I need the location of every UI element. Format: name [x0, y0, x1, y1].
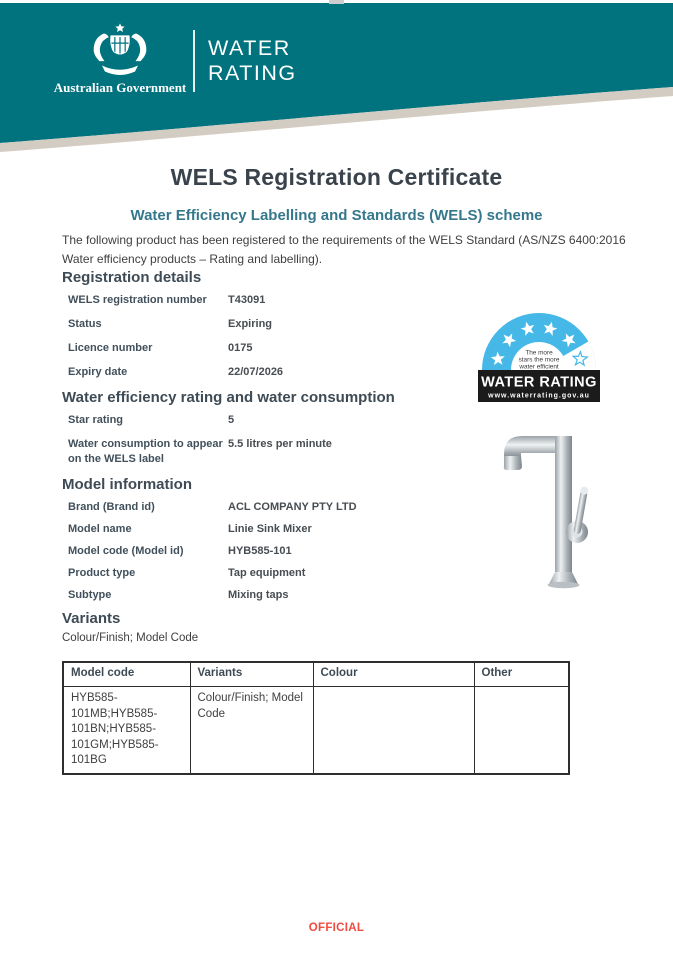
heading-variants: Variants: [62, 610, 121, 627]
variants-table: [62, 661, 570, 775]
row-label: WELS registration number: [68, 294, 207, 306]
col-header-other: Other: [474, 662, 569, 687]
col-header-colour: Colour: [313, 662, 474, 687]
cell-colour: [313, 687, 474, 774]
row-label: Brand (Brand id): [68, 501, 155, 513]
variants-table-header-row: [63, 662, 569, 687]
row-label: Status: [68, 318, 102, 330]
row-label: Model name: [68, 523, 132, 535]
intro-line-2: Water efficiency products – Rating and labelling).: [62, 252, 323, 266]
variants-subtext: Colour/Finish; Model Code: [62, 632, 199, 644]
heading-registration-details: Registration details: [62, 269, 202, 286]
cell-model-codes: HYB585-101MB;HYB585-101BN;HYB585-101GM;HYB585-101BG: [63, 687, 190, 774]
row-value: Tap equipment: [228, 567, 306, 579]
col-header-model-code: Model code: [63, 662, 190, 687]
page-title: WELS Registration Certificate: [170, 164, 503, 190]
row-label: Model code (Model id): [68, 545, 184, 557]
intro-line-1: The following product has been registered to the requirements of the WELS Standard (AS/NZS 6400:2016: [62, 233, 626, 247]
tagline-line-2: stars the more: [518, 356, 560, 364]
row-value: HYB585-101: [228, 545, 292, 557]
row-value: T43091: [228, 294, 266, 306]
row-label: Water consumption to appear on the WELS label: [68, 438, 223, 465]
row-label: Expiry date: [68, 366, 128, 378]
wels-rating-label: [478, 310, 600, 409]
logo-divider: [193, 30, 195, 92]
row-value: ACL COMPANY PTY LTD: [228, 501, 357, 513]
heading-water-efficiency: Water efficiency rating and water consumption: [62, 389, 395, 406]
official-classification: OFFICIAL: [308, 922, 365, 934]
brand-line-water: WATER: [208, 36, 291, 60]
row-label: Star rating: [68, 414, 124, 426]
row-label: Product type: [68, 567, 136, 579]
australian-government-logo: [50, 22, 190, 96]
row-label: Subtype: [68, 589, 112, 601]
cell-other: [474, 687, 569, 774]
heading-model-information: Model information: [62, 476, 192, 493]
gov-logo-label: Australian Government: [53, 80, 187, 95]
brand-line-rating: RATING: [208, 61, 297, 85]
col-header-variants: Variants: [190, 662, 313, 687]
row-value: Linie Sink Mixer: [228, 523, 312, 535]
row-value: Mixing taps: [228, 589, 289, 601]
rating-label-brand: WATER RATING: [481, 374, 597, 391]
row-label: Licence number: [68, 342, 153, 354]
status-badge: Expiring: [228, 318, 273, 330]
coat-of-arms-icon: [77, 22, 163, 78]
row-value: 22/07/2026: [228, 366, 284, 378]
table-row: [63, 687, 569, 774]
water-rating-brand: [208, 36, 297, 86]
cell-variants: Colour/Finish; Model Code: [190, 687, 313, 774]
scrollbar-artifact: [329, 0, 344, 4]
tagline-line-1: The more: [525, 349, 553, 357]
row-value: 5.5 litres per minute: [228, 438, 332, 450]
product-image-faucet: [498, 428, 594, 595]
row-star-rating: [62, 413, 611, 428]
row-value: 0175: [228, 342, 253, 354]
scheme-subtitle: Water Efficiency Labelling and Standards (WELS) scheme: [130, 207, 543, 224]
tagline-line-3: water efficient: [519, 363, 559, 371]
row-wels-registration-number: [62, 293, 611, 308]
intro-paragraph: [62, 231, 626, 269]
rating-label-url: www.waterrating.gov.au: [488, 392, 590, 400]
row-value: 5: [228, 414, 235, 426]
